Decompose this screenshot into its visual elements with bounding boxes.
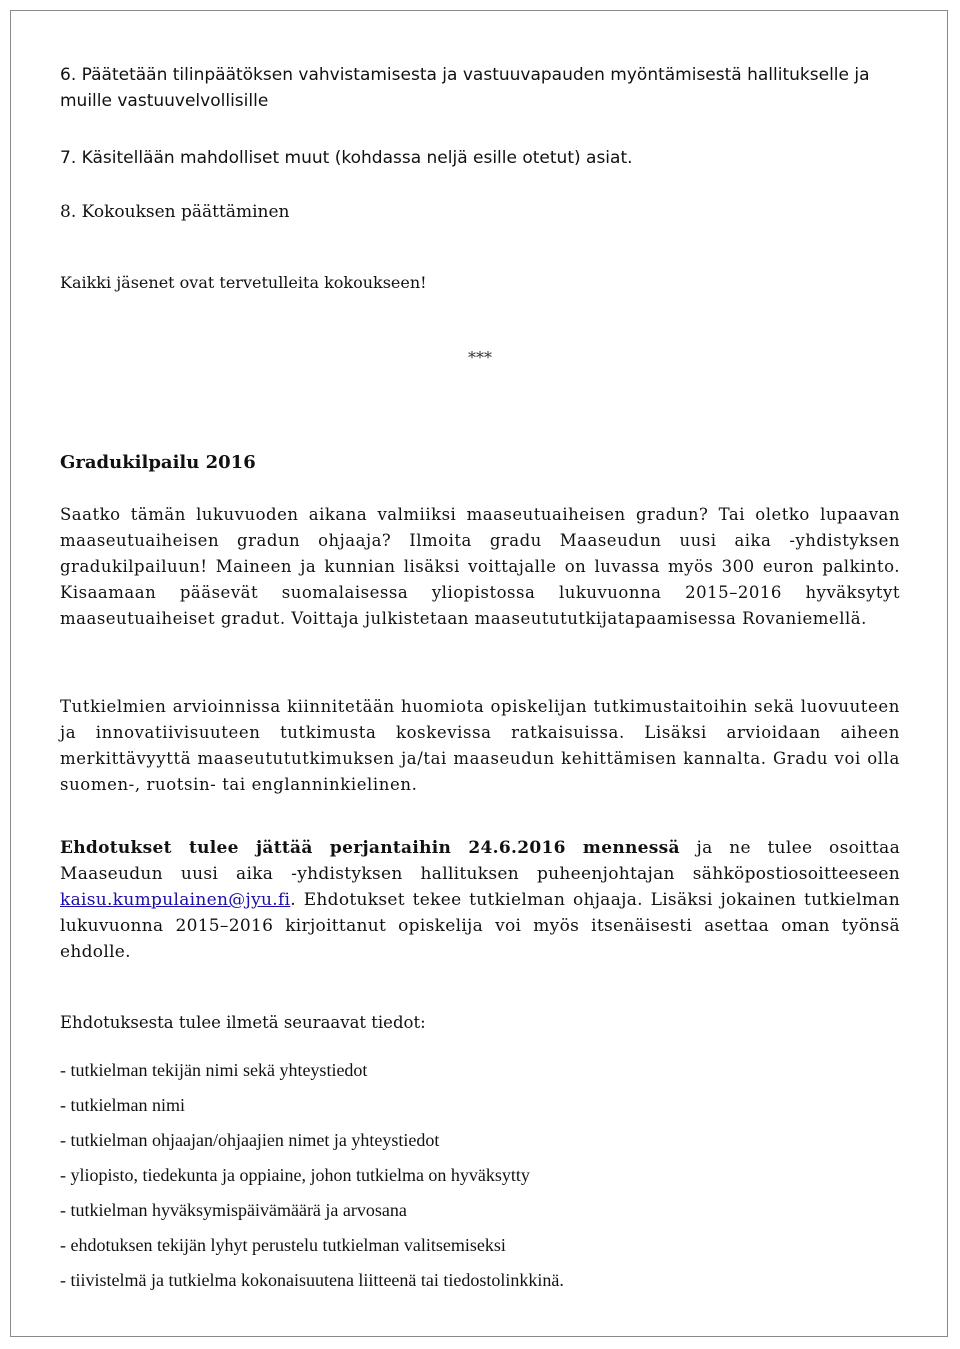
list-item: - tiivistelmä ja tutkielma kokonaisuutena liitteenä tai tiedostolinkkinä.: [60, 1270, 564, 1290]
list-item: - yliopisto, tiedekunta ja oppiaine, johon tutkielma on hyväksytty: [60, 1165, 530, 1185]
paragraph-1: Saatko tämän lukuvuoden aikana valmiiksi maaseutuaiheisen gradun? Tai oletko lupaavan maaseutuaiheisen gradun ohjaaja? Ilmoita gradu Maaseudun uusi aika -yhdistyksen gradukilpailuun! Maineen ja kunnian lisäksi voittajalle on luvassa myös 300 euron palkinto. Kisaamaan pääsevät suomalaisessa yliopistossa lukuvuonna 2015–2016 hyväksytyt maaseutuaiheiset gradut. Voittaja julkistetaan maaseutututkijatapaamisessa Rovaniemellä.: [60, 505, 900, 628]
list-item: - tutkielman nimi: [60, 1095, 185, 1115]
paragraph-3-mid: ja ne tulee osoittaa Maaseudun uusi aika -yhdistyksen hallituksen puheenjohtajan sähköpostiosoitteeseen: [60, 838, 901, 884]
paragraph-3: [60, 835, 900, 965]
list-intro: Ehdotuksesta tulee ilmetä seuraavat tiedot:: [60, 1013, 426, 1032]
agenda-item-8: 8. Kokouksen päättäminen: [60, 202, 290, 222]
agenda-item-6: 6. Päätetään tilinpäätöksen vahvistamisesta ja vastuuvapauden myöntämisestä hallitukselle ja muille vastuuvelvollisille: [60, 65, 870, 111]
email-link[interactable]: kaisu.kumpulainen@jyu.fi: [60, 890, 291, 910]
paragraph-2: Tutkielmien arvioinnissa kiinnitetään huomiota opiskelijan tutkimustaitoihin sekä luovuuteen ja innovatiivisuuteen tutkimusta koskevissa ratkaisuissa. Lisäksi arvioidaan aiheen merkittävyyttä maaseutututkimuksen ja/tai maaseudun kehittämisen kannalta. Gradu voi olla suomen-, ruotsin- tai englanninkielinen.: [60, 697, 900, 794]
info-list: [60, 1060, 900, 1305]
deadline-text: Ehdotukset tulee jättää perjantaihin 24.6.2016 mennessä: [60, 838, 680, 858]
agenda-item-7: 7. Käsitellään mahdolliset muut (kohdassa neljä esille otetut) asiat.: [60, 148, 633, 168]
list-item: - tutkielman tekijän nimi sekä yhteystiedot: [60, 1060, 368, 1080]
welcome-text: Kaikki jäsenet ovat tervetulleita kokoukseen!: [60, 273, 427, 292]
list-item: - tutkielman hyväksymispäivämäärä ja arvosana: [60, 1200, 407, 1220]
list-item: - ehdotuksen tekijän lyhyt perustelu tutkielman valitsemiseksi: [60, 1235, 506, 1255]
paragraph-3-end: . Ehdotukset tekee tutkielman ohjaaja. Lisäksi jokainen tutkielman lukuvuonna 2015–2016 kirjoittanut opiskelija voi myös itsenäisesti asettaa oman työnsä ehdolle.: [60, 890, 900, 962]
separator: ***: [468, 348, 492, 367]
list-item: - tutkielman ohjaajan/ohjaajien nimet ja yhteystiedot: [60, 1130, 440, 1150]
article-title: Gradukilpailu 2016: [60, 452, 256, 473]
